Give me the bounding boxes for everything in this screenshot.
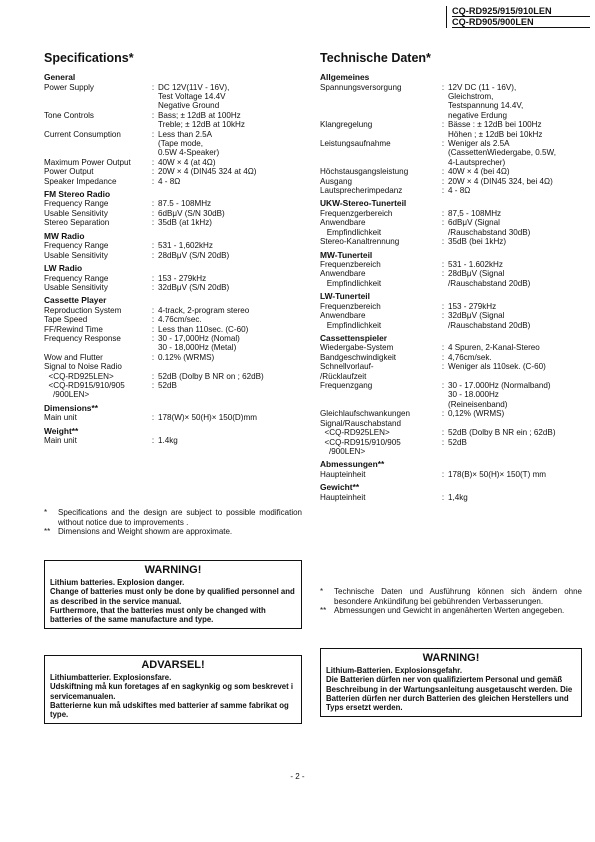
- spec-label: Haupteinheit: [320, 492, 366, 502]
- spec-value: 52dB: [448, 437, 467, 447]
- section-heading: Dimensions**: [44, 402, 98, 413]
- spec-label: Frequency Range: [44, 241, 109, 251]
- spec-value: 87.5 - 108MHz: [158, 199, 212, 209]
- section-heading: LW Radio: [44, 263, 83, 273]
- spec-value: 40W × 4 (at 4Ω): [158, 157, 216, 167]
- spec-label: Frequency Range: [44, 199, 109, 209]
- spec-value: 35dB (bei 1kHz): [448, 237, 507, 247]
- spec-separator: :: [151, 129, 155, 139]
- spec-value: Bässe : ± 12dB bei 100Hz Höhen ; ± 12dB bei 10kHz: [448, 120, 543, 139]
- spec-row: [44, 381, 302, 400]
- spec-label: Frequenzbereich: [320, 260, 381, 269]
- section-heading: MW Radio: [44, 230, 85, 241]
- spec-row: [44, 199, 302, 208]
- spec-separator: :: [151, 436, 155, 446]
- spec-separator: :: [441, 208, 445, 218]
- spec-separator: :: [151, 282, 155, 292]
- spec-value: 0,12% (WRMS): [448, 409, 505, 419]
- spec-separator: :: [151, 371, 155, 381]
- spec-row: [44, 353, 302, 362]
- spec-separator: :: [151, 381, 155, 391]
- spec-row: [44, 158, 302, 167]
- spec-row: [44, 177, 302, 186]
- spec-label: Bandgeschwindigkeit: [320, 352, 397, 362]
- spec-separator: [438, 419, 448, 428]
- spec-value: [448, 419, 582, 428]
- spec-row: [44, 372, 302, 381]
- spec-label: <CQ-RD915/910/905 /900LEN>: [48, 381, 125, 400]
- warning-text: Lithium-Batterien. Explosionsgefahr. Die Batterien dürfen ner von qualifiziertem Personal und gemäß Beschreibung in der Wartungsanleitung ausgetauscht werden. Die Batterien dürfen ner durch Batterien des gleichen Herstellers und Typs ersetzt werden.: [326, 666, 573, 713]
- spec-label: Anwendbare Empfindlichkeit: [320, 311, 382, 330]
- footnote: [320, 606, 582, 616]
- footnote-mark: *: [44, 508, 48, 517]
- spec-row: [320, 237, 582, 246]
- spec-value: 28dBμV (Signal /Rauschabstand 20dB): [448, 269, 531, 288]
- spec-label: Spannungsversorgung: [320, 82, 402, 92]
- spec-row: [320, 493, 582, 502]
- spec-value: [158, 362, 302, 371]
- spec-value: 178(W)× 50(H)× 150(D)mm: [158, 413, 257, 423]
- footnote-text: Technische Daten und Ausführung können sich ändern ohne besondere Ankündifung bei gebührenden Verbasserungen.: [334, 587, 582, 606]
- spec-value: DC 12V(11V - 16V), Test Voltage 14.4V Negative Ground: [158, 82, 230, 111]
- spec-row: [44, 334, 302, 353]
- spec-label: Frequenzgerbereich: [320, 208, 393, 218]
- spec-value: 4 - 8Ω: [158, 176, 181, 186]
- spec-label: Usable Sensitivity: [44, 282, 108, 292]
- spec-label: Usable Sensitivity: [44, 208, 108, 218]
- warning-title: ADVARSEL!: [141, 659, 205, 671]
- spec-value: 35dB (at 1kHz): [158, 218, 212, 228]
- spec-value: 4 Spuren, 2-Kanal-Stereo: [448, 343, 540, 353]
- footnote-mark: *: [320, 587, 324, 596]
- spec-row: [44, 283, 302, 292]
- spec-separator: :: [151, 157, 155, 167]
- spec-value: 12V DC (11 - 16V), Gleichstrom, Testspannung 14.4V, negative Erdung: [448, 82, 524, 120]
- spec-value: 32dBμV (Signal /Rauschabstand 20dB): [448, 311, 531, 330]
- spec-separator: :: [441, 352, 445, 362]
- warning-title: WARNING!: [144, 564, 202, 576]
- spec-label: <CQ-RD925LEN>: [320, 428, 390, 438]
- spec-row: [320, 83, 582, 121]
- spec-value: 6dBμV (Signal /Rauschabstand 30dB): [448, 218, 531, 237]
- spec-value: 531 - 1.602kHz: [448, 260, 503, 269]
- spec-value: 30 - 17,000Hz (Nomal) 30 - 18,000Hz (Metal): [158, 334, 240, 353]
- spec-row: [320, 438, 582, 457]
- spec-row: [44, 83, 302, 111]
- spec-label: Reproduction System: [44, 305, 122, 315]
- spec-value: 4.76cm/sec.: [158, 315, 202, 325]
- spec-label: FF/Rewind Time: [44, 324, 103, 334]
- spec-separator: :: [151, 413, 155, 423]
- spec-value: 30 - 17.000Hz (Normalband) 30 - 18.000Hz (Reineisenband): [448, 381, 551, 409]
- spec-separator: :: [151, 199, 155, 209]
- spec-label: Main unit: [44, 436, 77, 446]
- spec-value: Weniger als 110sek. (C-60): [448, 362, 546, 372]
- spec-label: Signal/Rauschabstand: [320, 418, 401, 428]
- footnote-mark: **: [44, 527, 51, 537]
- spec-separator: :: [441, 269, 445, 279]
- section-heading: FM Stereo Radio: [44, 188, 111, 199]
- spec-value: 52dB (Dolby B NR on ; 62dB): [158, 371, 264, 381]
- spec-row: [320, 186, 582, 195]
- spec-value: 4-track, 2-program stereo: [158, 305, 250, 315]
- spec-row: [320, 167, 582, 176]
- spec-separator: :: [441, 138, 445, 148]
- spec-value: 531 - 1,602kHz: [158, 241, 213, 251]
- spec-label: Power Supply: [44, 82, 94, 92]
- spec-separator: :: [441, 185, 445, 195]
- spec-label: Usable Sensitivity: [44, 250, 108, 260]
- spec-label: Frequenzgang: [320, 381, 373, 391]
- spec-separator: :: [151, 324, 155, 334]
- spec-value: 40W × 4 (bei 4Ω): [448, 167, 510, 177]
- spec-row: [44, 325, 302, 334]
- spec-value: 52dB (Dolby B NR ein ; 62dB): [448, 428, 556, 438]
- spec-row: [320, 381, 582, 409]
- spec-value: 28dBμV (S/N 20dB): [158, 250, 230, 260]
- footnote-mark: **: [320, 606, 327, 616]
- spec-label: Leistungsaufnahme: [320, 138, 391, 148]
- spec-separator: :: [151, 110, 155, 120]
- page-title-german: Technische Daten*: [320, 51, 431, 65]
- section-heading: Allgemeines: [320, 72, 370, 82]
- spec-separator: :: [151, 82, 155, 92]
- spec-label: Stereo Separation: [44, 218, 110, 228]
- spec-value: 153 - 279kHz: [448, 301, 497, 311]
- spec-row: [44, 274, 302, 283]
- spec-value: Less than 2.5A (Tape mode, 0.5W 4-Speaker): [158, 129, 220, 158]
- spec-label: Current Consumption: [44, 129, 121, 139]
- spec-row: [320, 428, 582, 437]
- spec-separator: :: [151, 241, 155, 251]
- spec-separator: :: [441, 120, 445, 130]
- section-heading: Gewicht**: [320, 482, 360, 493]
- spec-value: Bass; ± 12dB at 100Hz Treble; ± 12dB at 10kHz: [158, 110, 245, 130]
- warning-box-english: [44, 560, 302, 629]
- spec-separator: :: [441, 362, 445, 372]
- spec-separator: :: [441, 176, 445, 186]
- spec-separator: :: [151, 334, 155, 344]
- spec-value: 178(B)× 50(H)× 150(T) mm: [448, 469, 547, 479]
- section-heading: General: [44, 72, 76, 82]
- spec-label: Haupteinheit: [320, 469, 366, 479]
- spec-separator: :: [151, 352, 155, 362]
- spec-label: Tape Speed: [44, 315, 88, 325]
- page-number: - 2 -: [290, 772, 305, 781]
- spec-value: 4,76cm/sek.: [448, 352, 492, 362]
- spec-row: [320, 218, 582, 237]
- spec-value: 6dBμV (S/N 30dB): [158, 208, 225, 218]
- spec-row: [320, 419, 582, 428]
- spec-list-english: [44, 73, 302, 446]
- warning-title: WARNING!: [422, 652, 480, 664]
- spec-separator: :: [441, 167, 445, 177]
- spec-separator: :: [441, 437, 445, 447]
- spec-separator: :: [151, 167, 155, 177]
- spec-label: Klangregelung: [320, 120, 373, 130]
- spec-separator: :: [441, 301, 445, 311]
- spec-row: [320, 343, 582, 352]
- spec-row: [320, 120, 582, 139]
- section-heading: Weight**: [44, 425, 79, 436]
- spec-row: [44, 130, 302, 158]
- model-line-1: CQ-RD925/915/910LEN: [452, 6, 590, 17]
- spec-value: 20W × 4 (DIN45 324 at 4Ω): [158, 167, 257, 177]
- spec-row: [44, 315, 302, 324]
- spec-row: [44, 241, 302, 250]
- spec-label: Frequency Range: [44, 273, 109, 283]
- spec-row: [44, 167, 302, 176]
- spec-row: [320, 353, 582, 362]
- spec-label: Anwendbare Empfindlichkeit: [320, 269, 382, 288]
- spec-value: Weniger als 2.5A (CassettenWiedergabe, 0.5W, 4-Lautsprecher): [448, 138, 556, 167]
- spec-label: Lautsprecherimpedanz: [320, 185, 403, 195]
- spec-label: Ausgang: [320, 176, 352, 186]
- footnotes-german: [320, 587, 582, 616]
- spec-separator: :: [441, 311, 445, 321]
- spec-label: Gleichlaufschwankungen: [320, 409, 410, 419]
- model-number-box: [446, 6, 590, 28]
- spec-row: [44, 251, 302, 260]
- spec-label: Power Output: [44, 167, 94, 177]
- spec-value: 32dBμV (S/N 20dB): [158, 282, 230, 292]
- spec-row: [320, 362, 582, 381]
- spec-separator: :: [441, 469, 445, 479]
- spec-label: <CQ-RD925LEN>: [44, 371, 114, 381]
- spec-row: [320, 311, 582, 330]
- spec-label: Maximum Power Output: [44, 157, 131, 167]
- spec-value: 153 - 279kHz: [158, 273, 207, 283]
- spec-row: [320, 470, 582, 479]
- spec-label: Wow and Flutter: [44, 352, 103, 362]
- spec-row: [320, 269, 582, 288]
- spec-separator: :: [151, 176, 155, 186]
- footnote-text: Abmessungen und Gewicht in angenäherten Werten angegeben.: [334, 606, 565, 616]
- spec-separator: :: [151, 208, 155, 218]
- warning-text: Lithium batteries. Explosion danger. Change of batteries must only be done by qualified personnel and as described in the service manual. Furthermore, that the batteries must only be changed with batteries of the same manufacture and type.: [50, 578, 295, 625]
- spec-separator: :: [151, 315, 155, 325]
- warning-box-danish: [44, 655, 302, 724]
- spec-row: [320, 177, 582, 186]
- spec-row: [44, 362, 302, 371]
- spec-separator: :: [441, 237, 445, 247]
- spec-value: 1.4kg: [158, 436, 178, 446]
- spec-label: <CQ-RD915/910/905 /900LEN>: [324, 437, 401, 456]
- spec-row: [320, 260, 582, 269]
- spec-separator: :: [441, 218, 445, 228]
- spec-label: Schnellvorlauf- /Rücklaufzeit: [320, 362, 374, 381]
- footnote: [44, 527, 302, 537]
- spec-label: Frequenzbereich: [320, 301, 381, 311]
- footnote: [320, 587, 582, 606]
- section-heading: Cassettenspieler: [320, 332, 388, 343]
- spec-separator: :: [441, 343, 445, 353]
- spec-row: [320, 302, 582, 311]
- warning-text: Lithiumbatterier. Explosionsfare. Udskiftning må kun foretages af en sagkynkig og som beskrevet i servicemanualen. Batterierne kun må udskiftes med batterier af samme fabrikat og type.: [50, 673, 294, 720]
- spec-separator: :: [441, 492, 445, 502]
- spec-value: 52dB: [158, 381, 177, 391]
- spec-separator: :: [151, 250, 155, 260]
- spec-label: Tone Controls: [44, 110, 94, 120]
- footnote: [44, 508, 302, 527]
- spec-value: 0.12% (WRMS): [158, 352, 215, 362]
- spec-separator: [148, 362, 158, 371]
- spec-list-german: [320, 73, 582, 502]
- section-heading: UKW-Stereo-Tunerteil: [320, 198, 407, 209]
- section-heading: MW-Tunerteil: [320, 249, 373, 260]
- spec-row: [320, 139, 582, 167]
- spec-separator: :: [441, 260, 445, 269]
- spec-value: Less than 110sec. (C-60): [158, 324, 249, 334]
- section-heading: Abmessungen**: [320, 459, 385, 470]
- spec-separator: :: [441, 409, 445, 419]
- spec-label: Main unit: [44, 413, 77, 423]
- spec-row: [320, 209, 582, 218]
- spec-label: Signal to Noise Radio: [44, 362, 122, 372]
- spec-separator: :: [151, 218, 155, 228]
- spec-value: 4 - 8Ω: [448, 185, 471, 195]
- spec-row: [44, 413, 302, 422]
- page-title-english: Specifications*: [44, 51, 134, 65]
- footnote-text: Specifications and the design are subject to possible modification without notice due to improvements .: [58, 508, 302, 527]
- section-heading: Cassette Player: [44, 295, 107, 306]
- model-line-2: CQ-RD905/900LEN: [452, 17, 590, 28]
- spec-label: Wiedergabe-System: [320, 343, 394, 353]
- footnote-text: Dimensions and Weight showm are approximate.: [58, 527, 233, 537]
- spec-row: [320, 409, 582, 418]
- spec-label: Frequency Response: [44, 334, 121, 344]
- spec-separator: :: [151, 305, 155, 315]
- spec-separator: :: [441, 428, 445, 438]
- spec-row: [44, 209, 302, 218]
- spec-label: Höchstausgangsleistung: [320, 167, 409, 177]
- spec-label: Speaker Impedance: [44, 176, 117, 186]
- spec-separator: :: [151, 273, 155, 283]
- spec-separator: :: [441, 82, 445, 92]
- spec-value: 1,4kg: [448, 492, 468, 502]
- section-heading: LW-Tunerteil: [320, 291, 370, 302]
- spec-separator: :: [441, 381, 445, 391]
- spec-value: 20W × 4 (DIN45 324, bei 4Ω): [448, 176, 553, 186]
- spec-row: [44, 218, 302, 227]
- spec-row: [44, 436, 302, 445]
- warning-box-german: [320, 648, 582, 717]
- footnotes-english: [44, 508, 302, 537]
- spec-value: 87,5 - 108MHz: [448, 208, 502, 218]
- spec-label: Anwendbare Empfindlichkeit: [320, 218, 382, 237]
- spec-row: [44, 111, 302, 130]
- spec-label: Stereo-Kanaltrennung: [320, 237, 400, 247]
- spec-row: [44, 306, 302, 315]
